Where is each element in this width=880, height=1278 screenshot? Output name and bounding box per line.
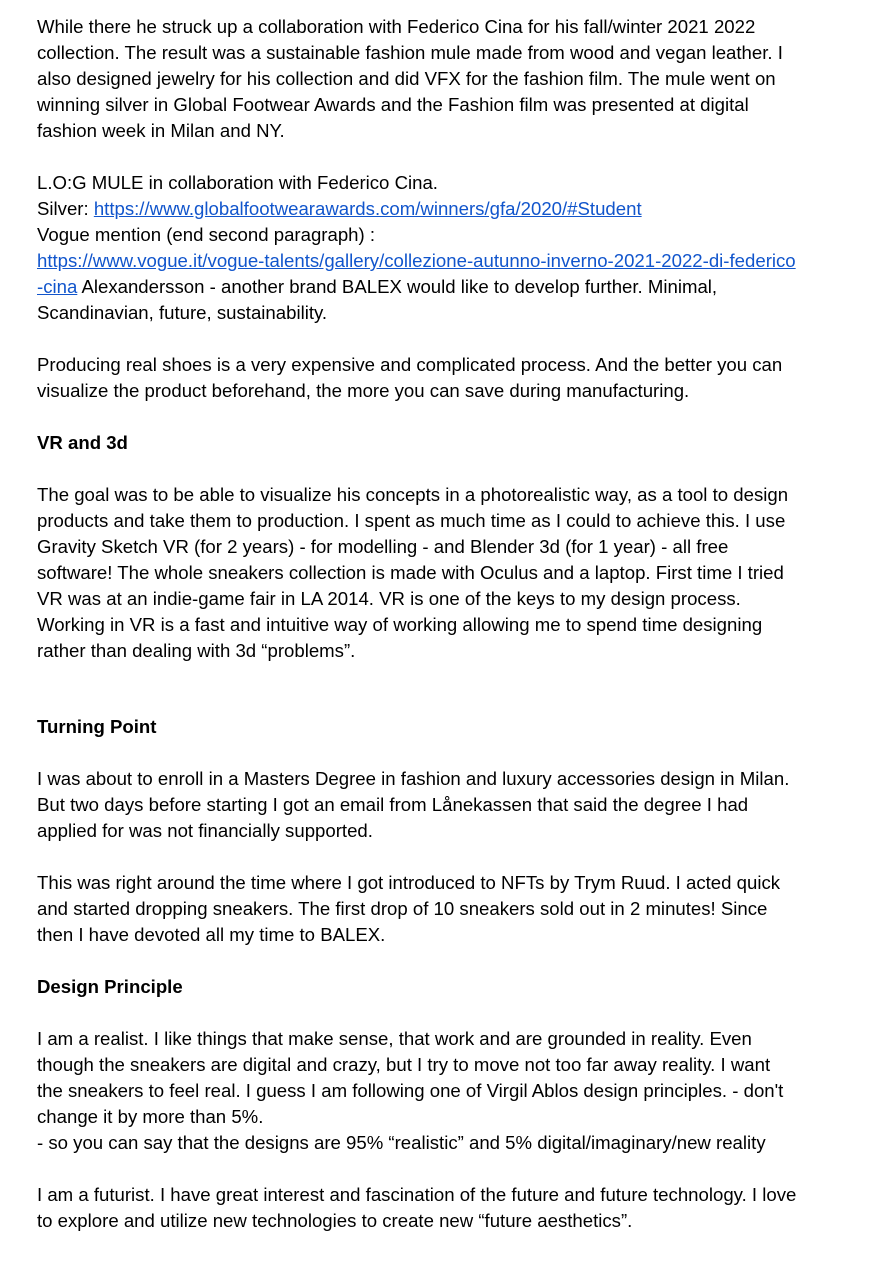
turning-point-heading-text: Turning Point (37, 716, 157, 737)
producing-line: visualize the product beforehand, the more you can save during manufacturing. (37, 380, 690, 401)
after-link-text: Alexandersson - another brand BALEX would like to develop further. Minimal, (77, 276, 718, 297)
turning-point-paragraph-1 (37, 766, 847, 844)
producing-paragraph (37, 352, 847, 404)
vogue-link[interactable]: https://www.vogue.it/vogue-talents/gallery/collezione-autunno-inverno-2021-2022-di-federico (37, 250, 796, 271)
silver-label: Silver: (37, 198, 94, 219)
design-principle-heading (37, 974, 847, 1000)
turning-line: This was right around the time where I got introduced to NFTs by Trym Ruud. I acted quick (37, 872, 781, 893)
vr-paragraph (37, 482, 847, 664)
design-line: to explore and utilize new technologies to create new “future aesthetics”. (37, 1210, 633, 1231)
turning-point-heading (37, 714, 847, 740)
turning-line: applied for was not financially supported. (37, 820, 373, 841)
vr-heading (37, 430, 847, 456)
mule-last-line: Scandinavian, future, sustainability. (37, 302, 328, 323)
intro-line: winning silver in Global Footwear Awards and the Fashion film was presented at digital (37, 94, 749, 115)
intro-line: fashion week in Milan and NY. (37, 120, 285, 141)
turning-line: I was about to enroll in a Masters Degree in fashion and luxury accessories design in Milan. (37, 768, 790, 789)
design-line: I am a realist. I like things that make sense, that work and are grounded in reality. Even (37, 1028, 752, 1049)
design-principle-paragraph-2 (37, 1182, 847, 1234)
design-line: - so you can say that the designs are 95% “realistic” and 5% digital/imaginary/new reality (37, 1132, 766, 1153)
design-line: though the sneakers are digital and crazy, but I try to move not too far away reality. I want (37, 1054, 771, 1075)
vogue-link-line (37, 248, 847, 274)
vr-line: products and take them to production. I spent as much time as I could to achieve this. I use (37, 510, 786, 531)
design-principle-heading-text: Design Principle (37, 976, 183, 997)
intro-line: While there he struck up a collaboration with Federico Cina for his fall/winter 2021 2022 (37, 16, 756, 37)
vr-line: Gravity Sketch VR (for 2 years) - for modelling - and Blender 3d (for 1 year) - all free (37, 536, 729, 557)
vogue-link-end[interactable]: -cina (37, 276, 78, 297)
mule-title: L.O:G MULE in collaboration with Federico Cina. (37, 172, 438, 193)
producing-line: Producing real shoes is a very expensive and complicated process. And the better you can (37, 354, 783, 375)
vr-line: The goal was to be able to visualize his concepts in a photorealistic way, as a tool to design (37, 484, 789, 505)
turning-line: But two days before starting I got an email from Lånekassen that said the degree I had (37, 794, 749, 815)
vogue-link-continuation (37, 274, 847, 300)
intro-line: also designed jewelry for his collection and did VFX for the fashion film. The mule went on (37, 68, 776, 89)
vr-line: Working in VR is a fast and intuitive way of working allowing me to spend time designing (37, 614, 763, 635)
vr-heading-text: VR and 3d (37, 432, 128, 453)
silver-link[interactable]: https://www.globalfootwearawards.com/winners/gfa/2020/#Student (93, 198, 642, 219)
silver-line (37, 196, 847, 222)
turning-line: and started dropping sneakers. The first drop of 10 sneakers sold out in 2 minutes! Since (37, 898, 768, 919)
intro-paragraph (37, 14, 847, 144)
turning-point-paragraph-2 (37, 870, 847, 948)
vr-line: rather than dealing with 3d “problems”. (37, 640, 356, 661)
turning-line: then I have devoted all my time to BALEX. (37, 924, 386, 945)
intro-line: collection. The result was a sustainable fashion mule made from wood and vegan leather. I (37, 42, 783, 63)
design-line: I am a futurist. I have great interest and fascination of the future and future technology. I love (37, 1184, 797, 1205)
design-line: change it by more than 5%. (37, 1106, 264, 1127)
vr-line: software! The whole sneakers collection is made with Oculus and a laptop. First time I tried (37, 562, 784, 583)
vr-line: VR was at an indie-game fair in LA 2014. VR is one of the keys to my design process. (37, 588, 741, 609)
design-line: the sneakers to feel real. I guess I am following one of Virgil Ablos design principles. - don't (37, 1080, 784, 1101)
mule-paragraph (37, 170, 847, 326)
vogue-label: Vogue mention (end second paragraph) : (37, 224, 376, 245)
design-principle-paragraph-1 (37, 1026, 847, 1156)
